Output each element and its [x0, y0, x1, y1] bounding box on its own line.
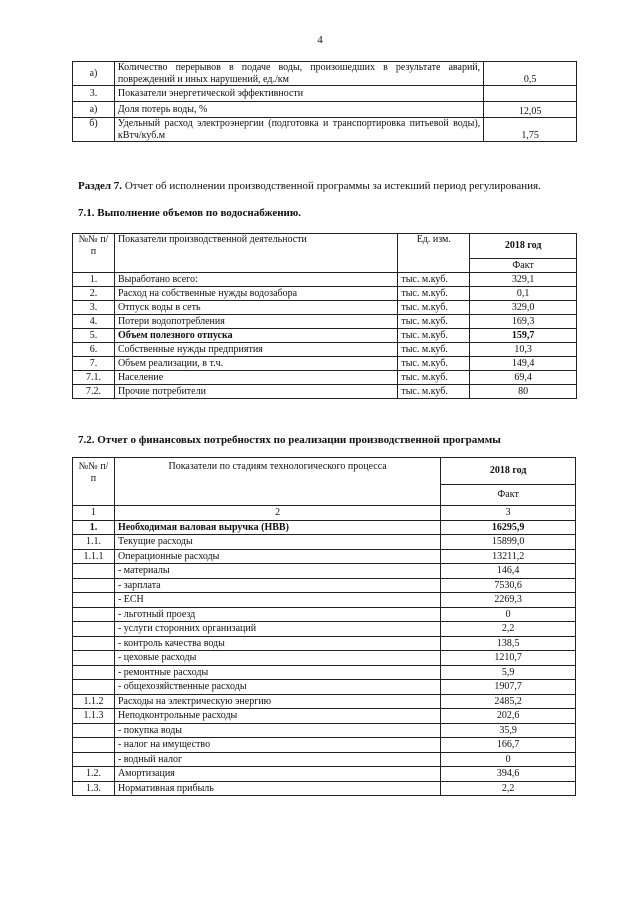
header-num: №№ п/п: [73, 234, 115, 273]
row-name: - льготный проезд: [114, 607, 440, 622]
row-number: 1.1.3: [73, 709, 115, 724]
col-number-1: 1: [73, 506, 115, 521]
row-value: 149,4: [470, 357, 577, 371]
header-indicator: Показатели производственной деятельности: [114, 234, 397, 273]
row-number: [73, 752, 115, 767]
row-name: - ремонтные расходы: [114, 665, 440, 680]
row-value: 35,9: [441, 723, 576, 738]
row-number: 1.2.: [73, 767, 115, 782]
row-number: [73, 564, 115, 579]
row-number: 1.: [73, 273, 115, 287]
row-name: Текущие расходы: [114, 535, 440, 550]
row-value: 1907,7: [441, 680, 576, 695]
table-row: [73, 607, 576, 622]
row-number: а): [73, 102, 115, 118]
table-row: [73, 665, 576, 680]
table-row: [73, 118, 577, 142]
row-name: - цеховые расходы: [114, 651, 440, 666]
row-name: Выработано всего:: [114, 273, 397, 287]
row-number: [73, 738, 115, 753]
table-header-row: [73, 458, 576, 485]
header-fact: Факт: [441, 485, 576, 506]
row-value: 2485,2: [441, 694, 576, 709]
row-value: 5,9: [441, 665, 576, 680]
row-unit: тыс. м.куб.: [398, 315, 470, 329]
row-name: Нормативная прибыль: [114, 781, 440, 796]
row-name: - ЕСН: [114, 593, 440, 608]
row-name: - контроль качества воды: [114, 636, 440, 651]
row-name: Необходимая валовая выручка (НВВ): [114, 520, 440, 535]
row-name: Расходы на электрическую энергию: [114, 694, 440, 709]
row-text: Доля потерь воды, %: [114, 102, 483, 118]
table-row: [73, 593, 576, 608]
row-name: Объем полезного отпуска: [114, 329, 397, 343]
row-value: 394,6: [441, 767, 576, 782]
row-value: 166,7: [441, 738, 576, 753]
indicators-table: [72, 61, 577, 142]
section-7-heading: [78, 180, 541, 192]
table-row: [73, 549, 576, 564]
row-name: Население: [114, 371, 397, 385]
row-number: [73, 665, 115, 680]
row-value: 2,2: [441, 622, 576, 637]
row-number: [73, 607, 115, 622]
row-value: 2,2: [441, 781, 576, 796]
row-number: 7.1.: [73, 371, 115, 385]
row-value: 1210,7: [441, 651, 576, 666]
row-name: - услуги сторонних организаций: [114, 622, 440, 637]
table-row: [73, 564, 576, 579]
table-row: [73, 622, 576, 637]
page-number: 4: [317, 34, 323, 46]
section-label: Раздел 7.: [78, 180, 123, 192]
table-row: [73, 738, 576, 753]
row-number: 7.2.: [73, 385, 115, 399]
row-number: [73, 651, 115, 666]
row-number: б): [73, 118, 115, 142]
table-column-numbers: [73, 506, 576, 521]
row-number: [73, 622, 115, 637]
row-unit: тыс. м.куб.: [398, 301, 470, 315]
table-row: [73, 752, 576, 767]
table-row: [73, 62, 577, 86]
table-row: [73, 767, 576, 782]
row-value: 15899,0: [441, 535, 576, 550]
row-number: 5.: [73, 329, 115, 343]
row-unit: тыс. м.куб.: [398, 287, 470, 301]
table-row: [73, 578, 576, 593]
row-value: 1,75: [484, 118, 577, 142]
row-value: 80: [470, 385, 577, 399]
row-number: 6.: [73, 343, 115, 357]
row-number: 2.: [73, 287, 115, 301]
row-number: [73, 578, 115, 593]
row-number: 1.1.1: [73, 549, 115, 564]
row-text: Удельный расход электроэнергии (подготовка и транспортировка питьевой воды), кВтч/куб.м: [114, 118, 483, 142]
row-value: 12,05: [484, 102, 577, 118]
table-row: [73, 287, 577, 301]
row-value: 159,7: [470, 329, 577, 343]
col-number-3: 3: [441, 506, 576, 521]
row-unit: тыс. м.куб.: [398, 357, 470, 371]
row-number: 1.3.: [73, 781, 115, 796]
row-value: 2269,3: [441, 593, 576, 608]
table-row: [73, 781, 576, 796]
row-name: Отпуск воды в сеть: [114, 301, 397, 315]
table-header-row: [73, 234, 577, 259]
row-name: Амортизация: [114, 767, 440, 782]
table-row: [73, 86, 577, 102]
table-row: [73, 680, 576, 695]
row-text: Показатели энергетической эффективности: [114, 86, 483, 102]
row-value: 16295,9: [441, 520, 576, 535]
row-name: Прочие потребители: [114, 385, 397, 399]
row-name: - покупка воды: [114, 723, 440, 738]
row-value: 0,1: [470, 287, 577, 301]
table-row: [73, 273, 577, 287]
row-name: - материалы: [114, 564, 440, 579]
table-row: [73, 535, 576, 550]
row-value: 169,3: [470, 315, 577, 329]
row-text: Количество перерывов в подаче воды, произошедших в результате аварий, повреждений и иных нарушений, ед./км: [114, 62, 483, 86]
table-row: [73, 520, 576, 535]
row-number: 3.: [73, 301, 115, 315]
section-7-1-title: 7.1. Выполнение объемов по водоснабжению.: [78, 207, 302, 219]
header-indicator: Показатели по стадиям технологического процесса: [114, 458, 440, 506]
table-row: [73, 385, 577, 399]
row-value: 202,6: [441, 709, 576, 724]
header-num: №№ п/п: [73, 458, 115, 506]
table-row: [73, 709, 576, 724]
table-row: [73, 694, 576, 709]
row-value: 138,5: [441, 636, 576, 651]
header-year: 2018 год: [470, 234, 577, 259]
row-unit: тыс. м.куб.: [398, 385, 470, 399]
row-value: 146,4: [441, 564, 576, 579]
row-name: Операционные расходы: [114, 549, 440, 564]
row-number: 1.: [73, 520, 115, 535]
financial-needs-table: [72, 457, 576, 796]
table-row: [73, 371, 577, 385]
row-name: Расход на собственные нужды водозабора: [114, 287, 397, 301]
row-value: 329,0: [470, 301, 577, 315]
row-unit: тыс. м.куб.: [398, 343, 470, 357]
row-name: - налог на имущество: [114, 738, 440, 753]
row-number: 1.1.2: [73, 694, 115, 709]
row-number: [73, 636, 115, 651]
row-number: а): [73, 62, 115, 86]
row-name: - водный налог: [114, 752, 440, 767]
row-value: 10,3: [470, 343, 577, 357]
row-name: Неподконтрольные расходы: [114, 709, 440, 724]
row-value: [484, 86, 577, 102]
header-unit: Ед. изм.: [398, 234, 470, 273]
table-row: [73, 723, 576, 738]
row-unit: тыс. м.куб.: [398, 371, 470, 385]
section-text: Отчет об исполнении производственной программы за истекший период регулирования.: [124, 180, 541, 192]
row-unit: тыс. м.куб.: [398, 329, 470, 343]
row-value: 329,1: [470, 273, 577, 287]
row-value: 69,4: [470, 371, 577, 385]
row-name: Потери водопотребления: [114, 315, 397, 329]
header-fact: Факт: [470, 259, 577, 273]
row-number: [73, 680, 115, 695]
row-number: 7.: [73, 357, 115, 371]
row-value: 0: [441, 607, 576, 622]
row-name: - зарплата: [114, 578, 440, 593]
table-row: [73, 102, 577, 118]
table-row: [73, 329, 577, 343]
header-year: 2018 год: [441, 458, 576, 485]
water-volumes-table: [72, 233, 577, 399]
section-7-2-title: 7.2. Отчет о финансовых потребностях по реализации производственной программы: [78, 434, 501, 446]
row-value: 0: [441, 752, 576, 767]
row-number: [73, 593, 115, 608]
table-row: [73, 301, 577, 315]
table-row: [73, 315, 577, 329]
row-number: [73, 723, 115, 738]
table-row: [73, 343, 577, 357]
row-name: Объем реализации, в т.ч.: [114, 357, 397, 371]
row-number: 1.1.: [73, 535, 115, 550]
row-value: 0,5: [484, 62, 577, 86]
row-number: 4.: [73, 315, 115, 329]
row-unit: тыс. м.куб.: [398, 273, 470, 287]
row-name: Собственные нужды предприятия: [114, 343, 397, 357]
row-number: 3.: [73, 86, 115, 102]
table-row: [73, 651, 576, 666]
row-name: - общехозяйственные расходы: [114, 680, 440, 695]
row-value: 13211,2: [441, 549, 576, 564]
col-number-2: 2: [114, 506, 440, 521]
row-value: 7530,6: [441, 578, 576, 593]
table-row: [73, 636, 576, 651]
table-row: [73, 357, 577, 371]
